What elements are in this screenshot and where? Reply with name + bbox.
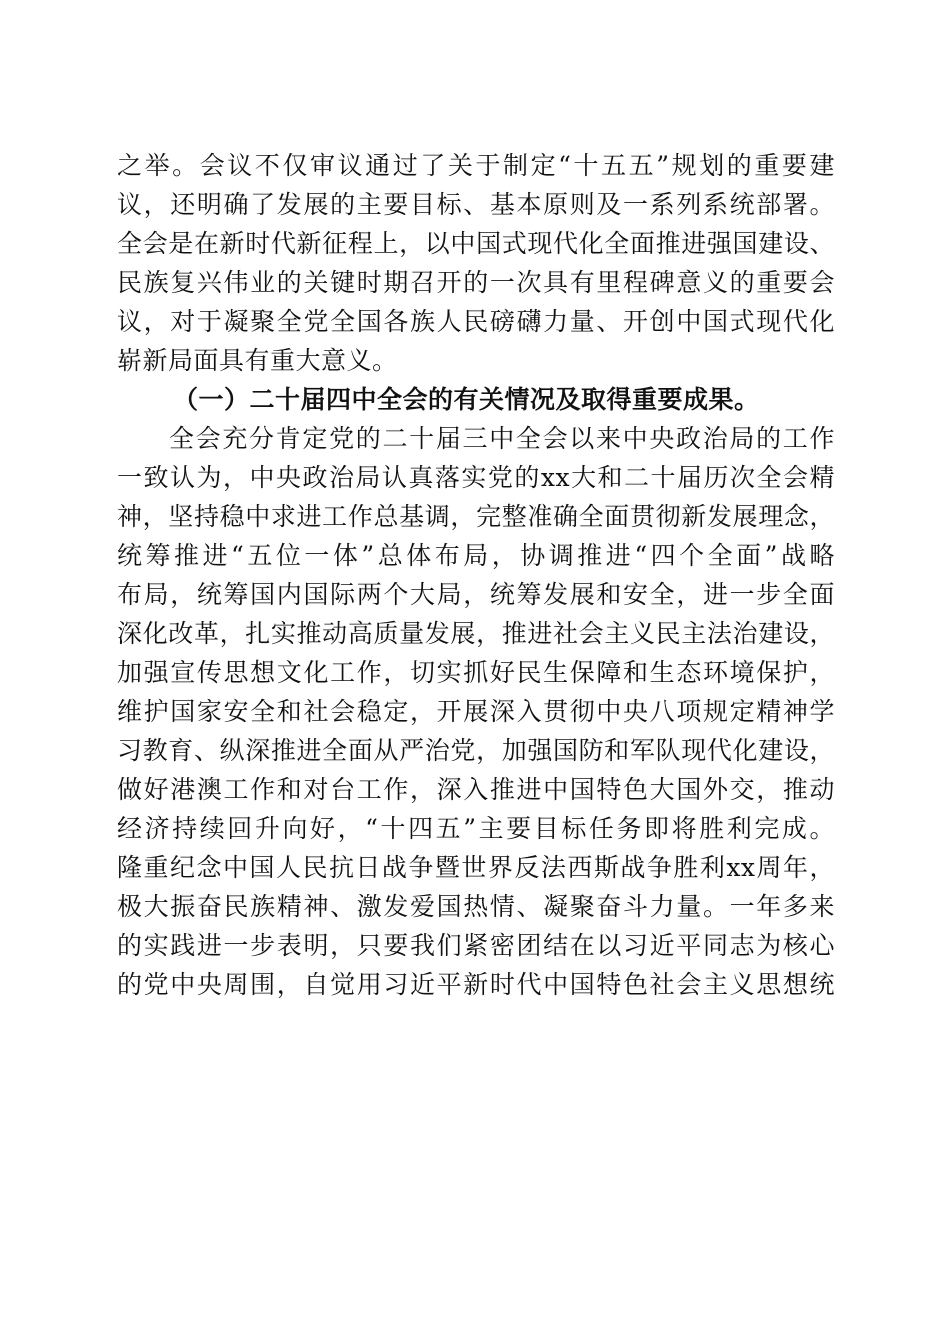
text-line: 全会是在新时代新征程上，以中国式现代化全面推进强国建设、 [117,229,835,258]
text-line: 的实践进一步表明，只要我们紧密团结在以习近平同志为核心 [117,931,835,960]
text-line: 议，还明确了发展的主要目标、基本原则及一系列系统部署。 [117,190,835,219]
text-line: 的党中央周围，自觉用习近平新时代中国特色社会主义思想统 [117,970,835,999]
text-line: 神，坚持稳中求进工作总基调，完整准确全面贯彻新发展理念， [117,502,835,531]
text-line: 全会充分肯定党的二十届三中全会以来中央政治局的工作 [169,424,835,453]
text-line: 一致认为，中央政治局认真落实党的xx大和二十届历次全会精 [117,463,835,492]
text-line: 民族复兴伟业的关键时期召开的一次具有里程碑意义的重要会 [117,268,835,297]
text-line: 之举。会议不仅审议通过了关于制定“十五五”规划的重要建 [117,151,835,180]
text-line: 做好港澳工作和对台工作，深入推进中国特色大国外交，推动 [117,775,835,804]
text-line: 隆重纪念中国人民抗日战争暨世界反法西斯战争胜利xx周年， [117,853,835,882]
text-line: 习教育、纵深推进全面从严治党，加强国防和军队现代化建设， [117,736,835,765]
section-heading: （一）二十届四中全会的有关情况及取得重要成果。 [173,385,760,414]
text-line: 深化改革，扎实推动高质量发展，推进社会主义民主法治建设， [117,619,835,648]
document-body [117,146,835,1004]
text-line: 布局，统筹国内国际两个大局，统筹发展和安全，进一步全面 [117,580,835,609]
text-line: 维护国家安全和社会稳定，开展深入贯彻中央八项规定精神学 [117,697,835,726]
text-line: 经济持续回升向好，“十四五”主要目标任务即将胜利完成。 [117,814,835,843]
text-line: 崭新局面具有重大意义。 [117,346,398,375]
text-line: 极大振奋民族精神、激发爱国热情、凝聚奋斗力量。一年多来 [117,892,835,921]
text-line: 议，对于凝聚全党全国各族人民磅礴力量、开创中国式现代化 [117,307,835,336]
text-line: 统筹推进“五位一体”总体布局，协调推进“四个全面”战略 [117,541,835,570]
text-line: 加强宣传思想文化工作，切实抓好民生保障和生态环境保护， [117,658,835,687]
